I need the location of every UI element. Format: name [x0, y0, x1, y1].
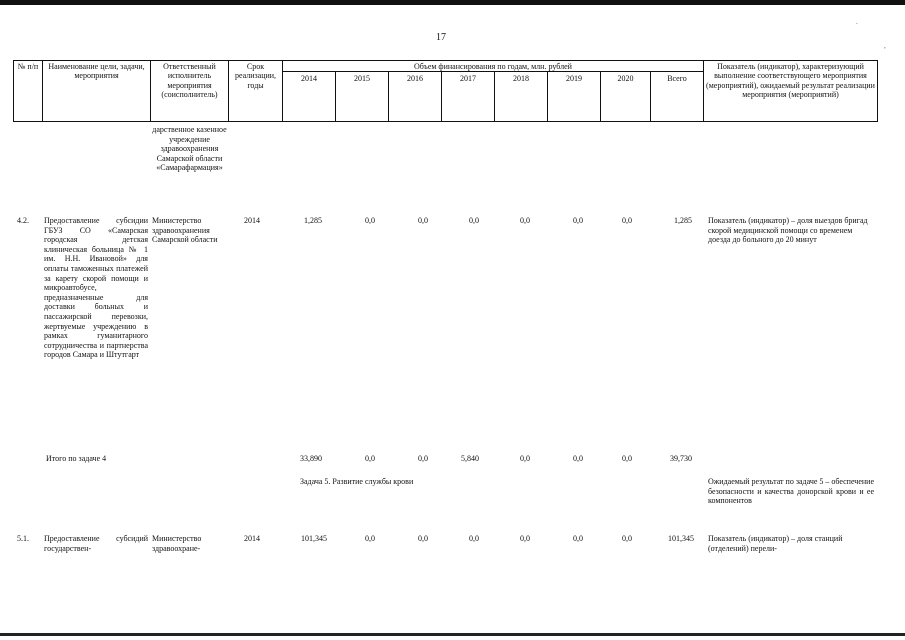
header-financing: Объем финансирования по годам, млн. рублей: [414, 62, 572, 71]
row-5-1-total: 101,345: [668, 534, 694, 543]
header-year: 2019: [566, 74, 582, 83]
total-4-value: 5,840: [461, 454, 479, 463]
row-5-1-name: Предоставление субсидий государствен-: [44, 534, 148, 553]
row-5-1-indicator: Показатель (индикатор) – доля станций (отделений) перели-: [708, 534, 843, 553]
row-4-2-value: 1,285: [304, 216, 322, 225]
header-top-rule: [13, 60, 877, 61]
header-year: 2014: [301, 74, 317, 83]
row-5-1-value: 0,0: [573, 534, 583, 543]
row-5-1-term: 2014: [244, 534, 260, 543]
row-4-2-num: 4.2.: [17, 216, 29, 225]
total-4-label: Итого по задаче 4: [46, 454, 107, 463]
row-4-2-term: 2014: [244, 216, 260, 225]
header-bottom-rule: [13, 121, 877, 122]
header-indicator: Показатель (индикатор), характеризующий выполнение соответствующего мероприятия (мероприятий), ожидаемый результат реализации мероприятия (мероприятий): [706, 62, 875, 100]
row-5-1-responsible: Министерство здравоохране-: [152, 534, 202, 553]
row-5-1-num: 5.1.: [17, 534, 29, 543]
task-5-result: Ожидаемый результат по задаче 5 – обеспечение безопасности и качества донорской крови и ее компонентов: [708, 477, 874, 506]
header-num: № п/п: [17, 62, 39, 71]
total-4-value: 0,0: [365, 454, 375, 463]
row-4-2-name: Предоставление субсидии ГБУЗ СО «Самарская городская детская клиническая больница № 1 им. Н.Н. Ивановой» для оплаты таможенных платежей за карету скорой помощи и микроавтобусе, предназначенные для доставки больных и пассажирской перевозки, жертвуемые учреждению в рамках гуманитарного сотрудничества и партнерства городов Самара и Штутгарт: [44, 216, 148, 360]
scan-top-edge: [0, 0, 905, 5]
total-4-value: 0,0: [520, 454, 530, 463]
scan-bottom-edge: [0, 633, 905, 636]
row-4-2-value: 0,0: [469, 216, 479, 225]
header-vline: [42, 60, 43, 122]
row-4-2-responsible: Министерство здравоохранения Самарской области: [152, 216, 218, 245]
page-number: 17: [436, 32, 446, 43]
row-5-1-value: 0,0: [622, 534, 632, 543]
scan-speck: .: [856, 18, 858, 26]
scan-speck: ,: [884, 42, 886, 50]
total-4-value: 33,890: [300, 454, 322, 463]
continuation-responsible: дарственное казенное учреждение здравоохранения Самарской области «Самарафармация»: [152, 125, 227, 173]
row-5-1-value: 101,345: [301, 534, 327, 543]
total-4-value: 0,0: [622, 454, 632, 463]
header-responsible: Ответственный исполнитель мероприятия (соисполнитель): [161, 62, 218, 100]
row-4-2-value: 0,0: [520, 216, 530, 225]
row-5-1-value: 0,0: [418, 534, 428, 543]
row-5-1-value: 0,0: [469, 534, 479, 543]
row-4-2-indicator: Показатель (индикатор) – доля выездов бригад скорой медицинской помощи со временем доезда до больного до 20 минут: [708, 216, 868, 245]
header-year: 2020: [617, 74, 634, 83]
header-total: Всего: [667, 74, 687, 83]
header-year: 2018: [513, 74, 529, 83]
row-4-2-total: 1,285: [674, 216, 692, 225]
row-4-2-value: 0,0: [365, 216, 375, 225]
total-4-sum: 39,730: [670, 454, 692, 463]
row-5-1-value: 0,0: [520, 534, 530, 543]
total-4-value: 0,0: [418, 454, 428, 463]
task-5-title: Задача 5. Развитие службы крови: [300, 477, 414, 486]
header-name: Наименование цели, задачи, мероприятия: [48, 62, 145, 81]
row-4-2-value: 0,0: [573, 216, 583, 225]
total-4-value: 0,0: [573, 454, 583, 463]
row-4-2-value: 0,0: [418, 216, 428, 225]
row-4-2-value: 0,0: [622, 216, 632, 225]
header-term: Срок реализации, годы: [234, 62, 277, 90]
header-vline: [877, 60, 878, 122]
row-5-1-value: 0,0: [365, 534, 375, 543]
header-year: 2015: [354, 74, 370, 83]
header-year: 2017: [460, 74, 476, 83]
header-year: 2016: [407, 74, 423, 83]
